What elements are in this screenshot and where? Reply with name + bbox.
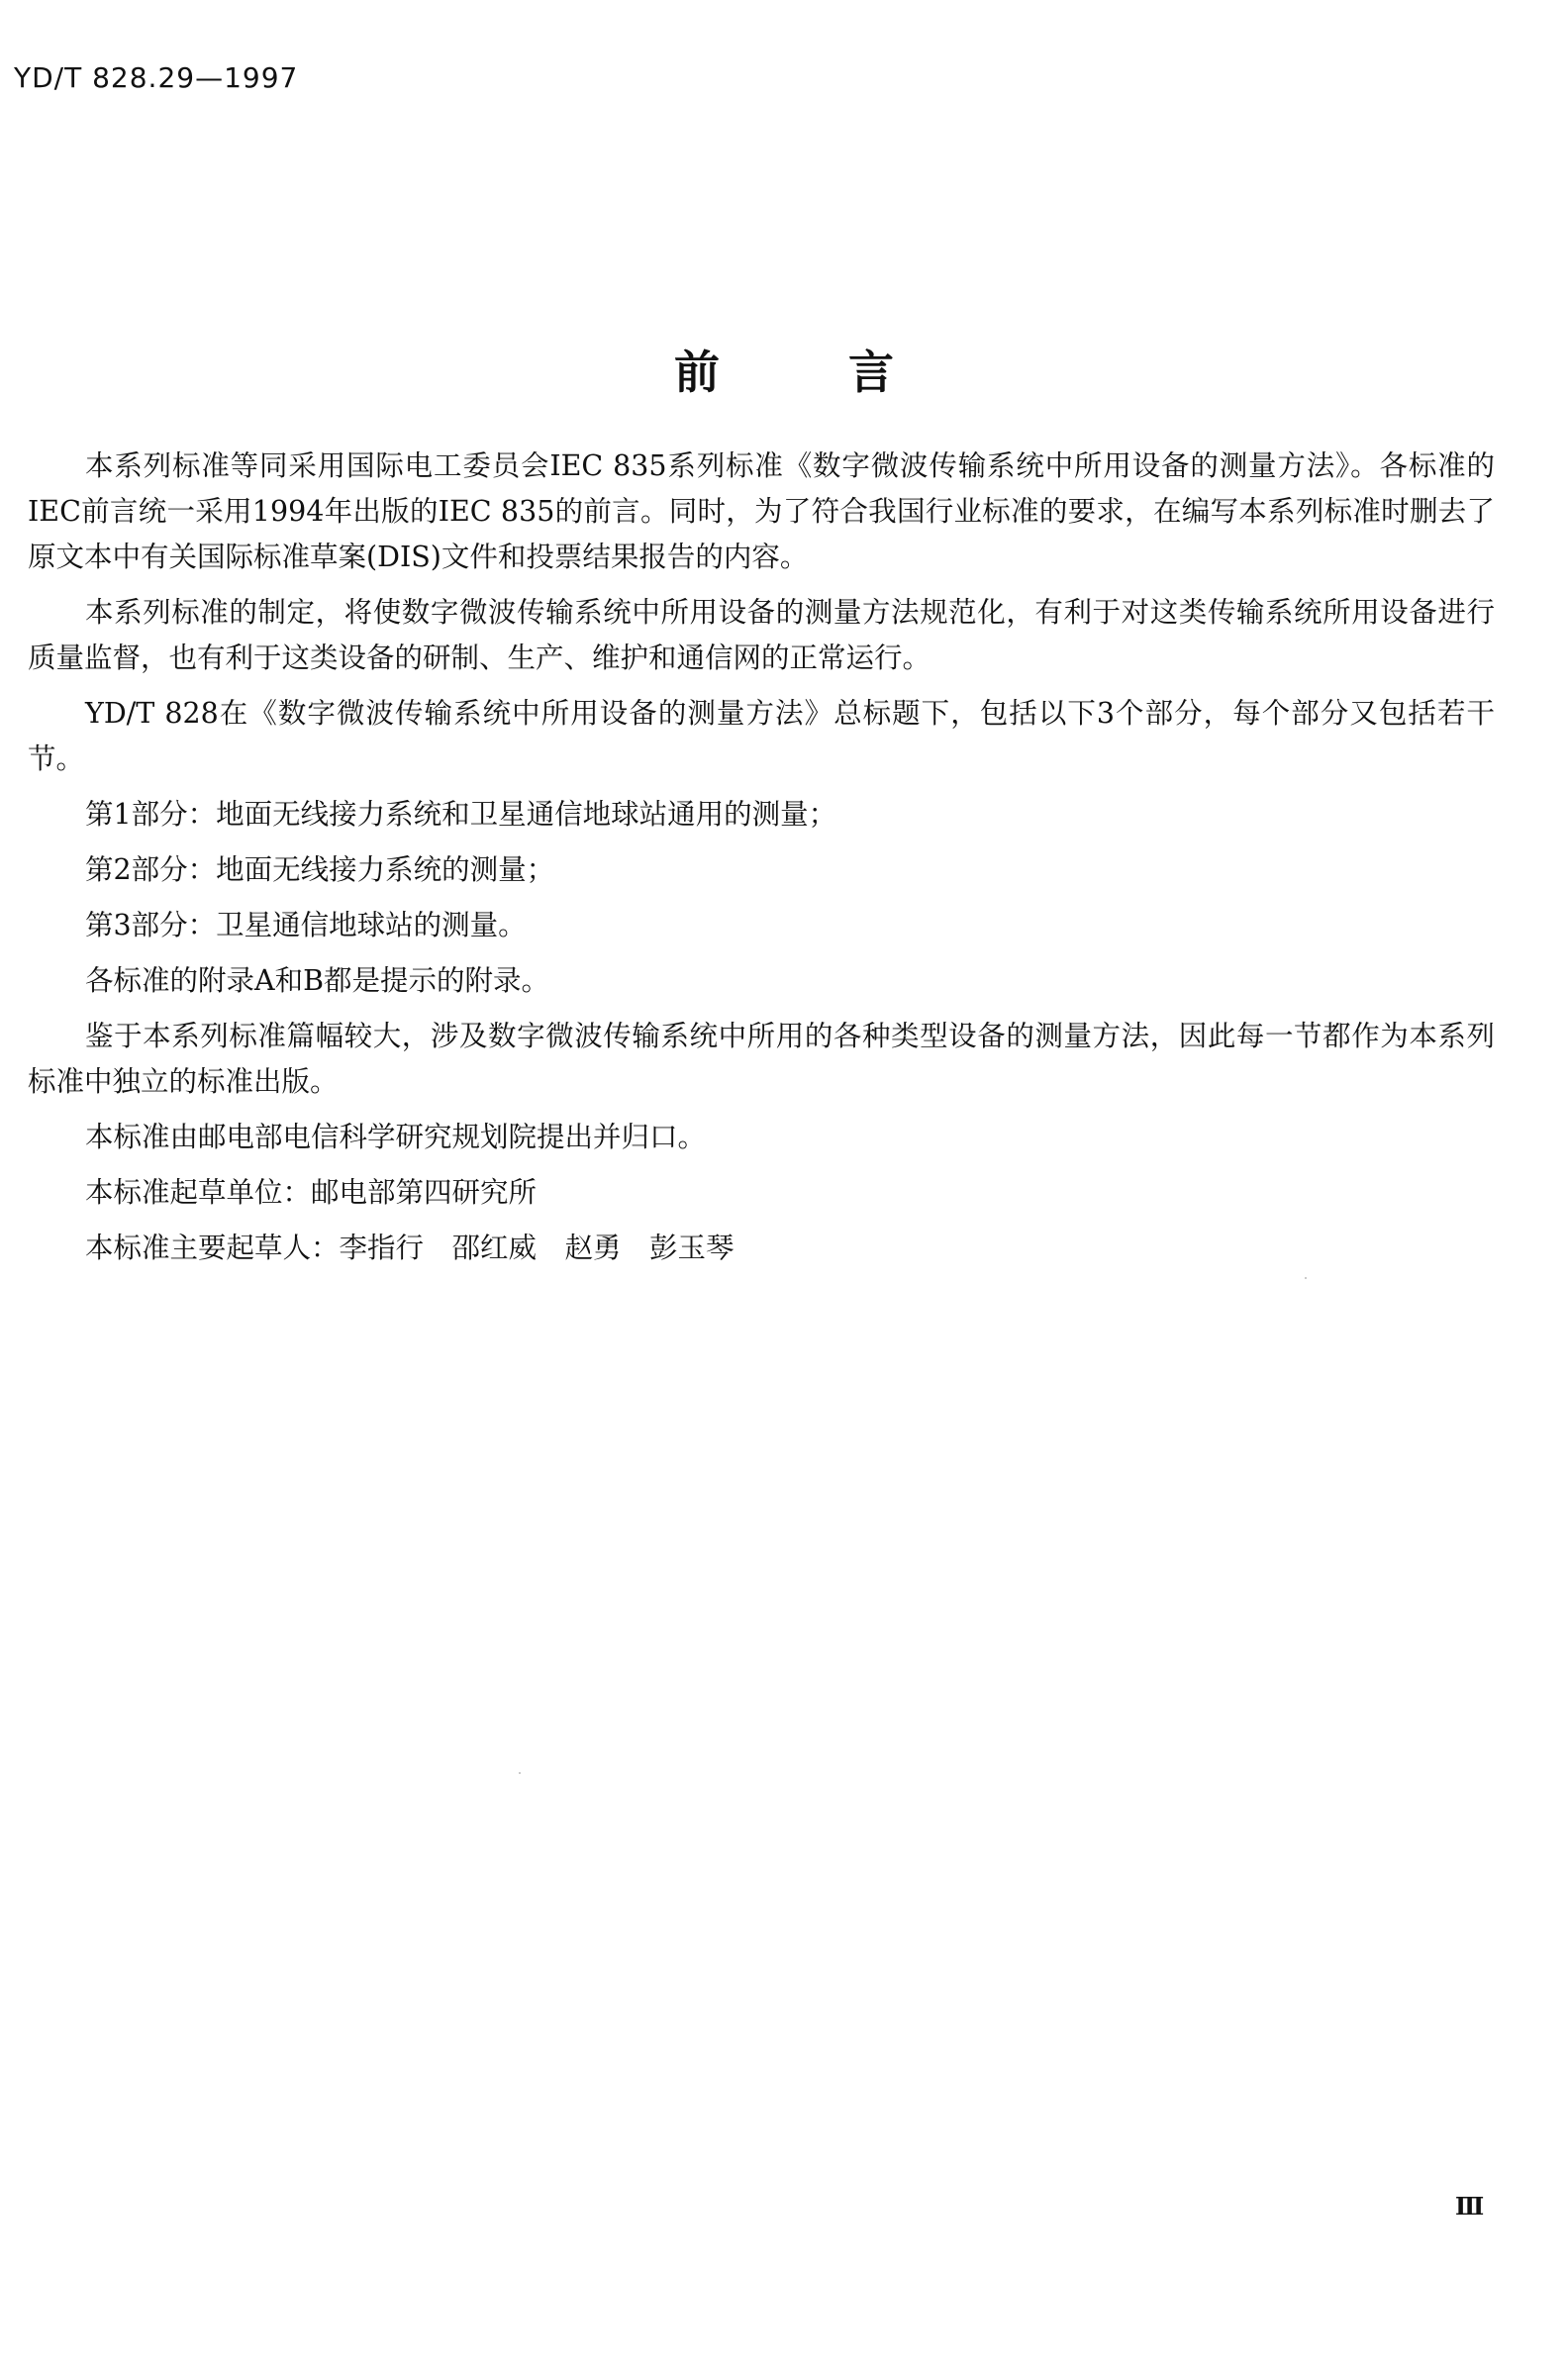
foreword-body	[28, 444, 1495, 1281]
scan-speck	[1305, 1277, 1307, 1279]
part-2-item: 第2部分：地面无线接力系统的测量；	[85, 853, 555, 886]
part-1-item: 第1部分：地面无线接力系统和卫星通信地球站通用的测量；	[85, 798, 837, 831]
proposer-note: 本标准由邮电部电信科学研究规划院提出并归口。	[85, 1121, 707, 1153]
page-title: 前言	[674, 346, 1023, 399]
paragraph-2: 本系列标准的制定，将使数字微波传输系统中所用设备的测量方法规范化，有利于对这类传输系统所用设备进行质量监督，也有利于这类设备的研制、生产、维护和通信网的正常运行。	[28, 596, 1495, 674]
appendix-note: 各标准的附录A和B都是提示的附录。	[85, 964, 550, 997]
part-3-item: 第3部分：卫星通信地球站的测量。	[85, 909, 527, 941]
paragraph-3: YD/T 828在《数字微波传输系统中所用设备的测量方法》总标题下，包括以下3个部分，每个部分又包括若干节。	[28, 697, 1495, 775]
paragraph-publication: 鉴于本系列标准篇幅较大，涉及数字微波传输系统中所用的各种类型设备的测量方法，因此每一节都作为本系列标准中独立的标准出版。	[28, 1020, 1495, 1098]
drafting-unit: 本标准起草单位：邮电部第四研究所	[85, 1176, 538, 1209]
scan-speck	[519, 1772, 521, 1774]
paragraph-1: 本系列标准等同采用国际电工委员会IEC 835系列标准《数字微波传输系统中所用设备的测量方法》。各标准的IEC前言统一采用1994年出版的IEC 835的前言。同时，为了符合我国行业标准的要求，在编写本系列标准时删去了原文本中有关国际标准草案(DIS)文件和投票结果报告的内容。	[28, 449, 1495, 573]
standard-number: YD/T 828.29—1997	[14, 61, 299, 94]
page-number: Ⅲ	[1455, 2192, 1485, 2221]
drafters: 本标准主要起草人：李指行 邵红威 赵勇 彭玉琴	[85, 1232, 735, 1264]
